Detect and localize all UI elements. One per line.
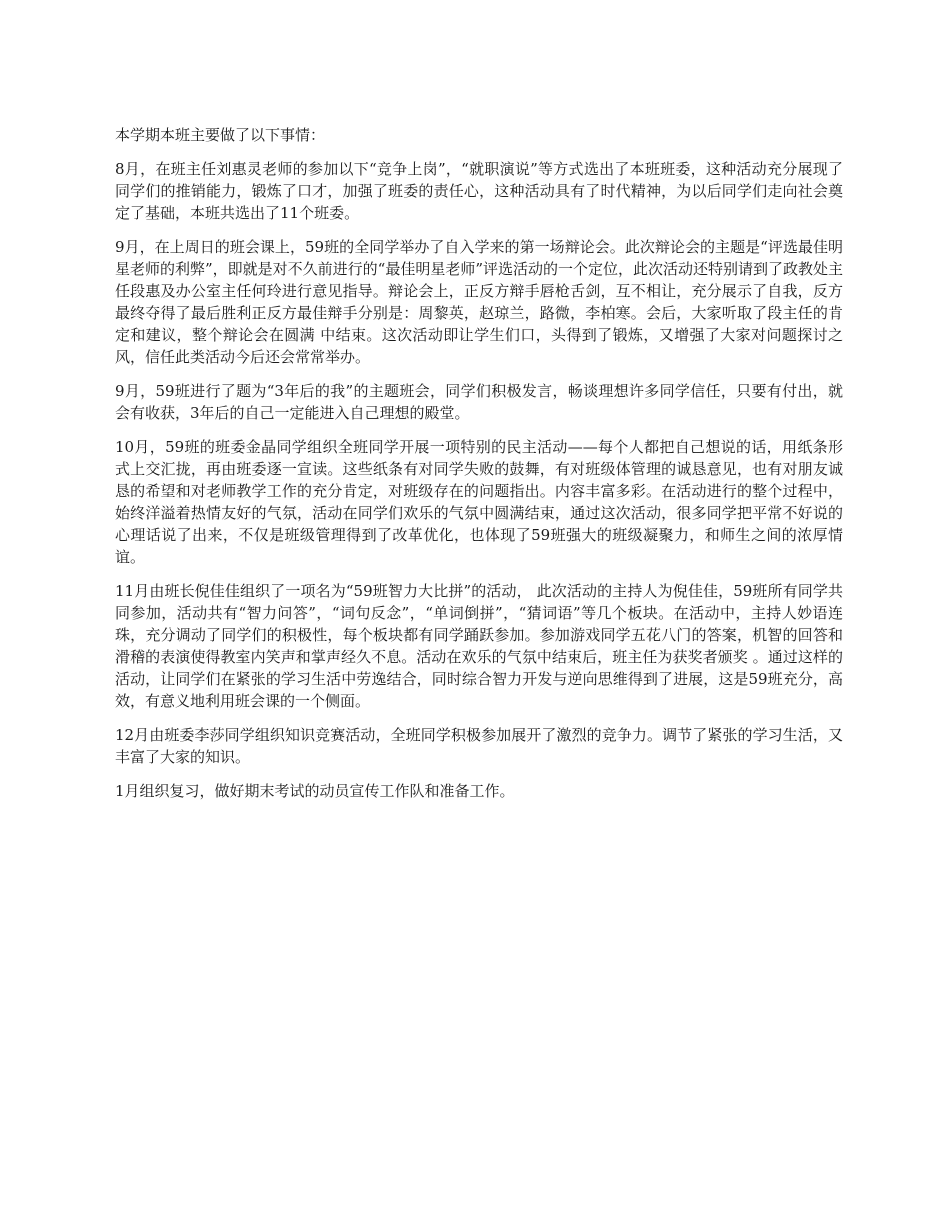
paragraph-november: 11月由班长倪佳佳组织了一项名为“59班智力大比拼”的活动， 此次活动的主持人为倪佳佳，59班所有同学共同参加，活动共有“智力问答”，“词句反念”，“单词倒拼”，“猜词语”等几个板块。在活动中，主持人妙语连珠，充分调动了同学们的积极性，每个板块都有同学踊跃参加。参加游戏同学五花八门的答案，机智的回答和滑稽的表演使得教室内笑声和掌声经久不息。活动在欢乐的气氛中结束后，班主任为获奖者颁奖 。通过这样的活动，让同学们在紧张的学习生活中劳逸结合，同时综合智力开发与逆向思维得到了进展，这是59班充分，高效，有意义地利用班会课的一个侧面。 [115,582,843,710]
paragraph-october: 10月，59班的班委金晶同学组织全班同学开展一项特别的民主活动——每个人都把自己想说的话，用纸条形式上交汇拢，再由班委逐一宣读。这些纸条有对同学失败的鼓舞，有对班级体管理的诚恳意见，也有对朋友诚恳的希望和对老师教学工作的充分肯定，对班级存在的问题指出。内容丰富多彩。在活动进行的整个过程中，始终洋溢着热情友好的气氛，活动在同学们欢乐的气氛中圆满结束，通过这次活动，很多同学把平常不好说的心理话说了出来，不仅是班级管理得到了改革优化，也体现了59班强大的班级凝聚力，和师生之间的浓厚情谊。 [115,438,843,566]
intro-paragraph: 本学期本班主要做了以下事情： [115,126,326,144]
paragraph-september-debate: 9月，在上周日的班会课上，59班的全同学举办了自入学来的第一场辩论会。此次辩论会的主题是“评选最佳明星老师的利弊”，即就是对不久前进行的“最佳明星老师”评选活动的一个定位，此次活动还特别请到了政教处主任段惠及办公室主任何玲进行意见指导。辩论会上，正反方辩手唇枪舌剑，互不相让，充分展示了自我，反方最终夺得了最后胜利正反方最佳辩手分别是：周黎英，赵琼兰，路微，李柏寒。会后，大家听取了段主任的肯定和建议，整个辩论会在圆满 中结束。这次活动即让学生们口，头得到了锻炼，又增强了大家对问题探讨之风，信任此类活动今后还会常常举办。 [115,238,844,366]
document-body [115,124,843,814]
paragraph-december: 12月由班委李莎同学组织知识竞赛活动，全班同学积极参加展开了激烈的竞争力。调节了紧张的学习生活，又丰富了大家的知识。 [115,726,843,766]
paragraph-september-theme: 9月，59班进行了题为“3年后的我”的主题班会，同学们积极发言，畅谈理想许多同学信任，只要有付出，就会有收获，3年后的自己一定能进入自己理想的殿堂。 [115,382,843,422]
paragraph-august: 8月，在班主任刘惠灵老师的参加以下“竞争上岗”，“就职演说”等方式选出了本班班委，这种活动充分展现了同学们的推销能力，锻炼了口才，加强了班委的责任心，这种活动具有了时代精神，为以后同学们走向社会奠定了基础，本班共选出了11个班委。 [115,160,843,222]
paragraph-january: 1月组织复习，做好期末考试的动员宣传工作队和准备工作。 [115,782,515,800]
